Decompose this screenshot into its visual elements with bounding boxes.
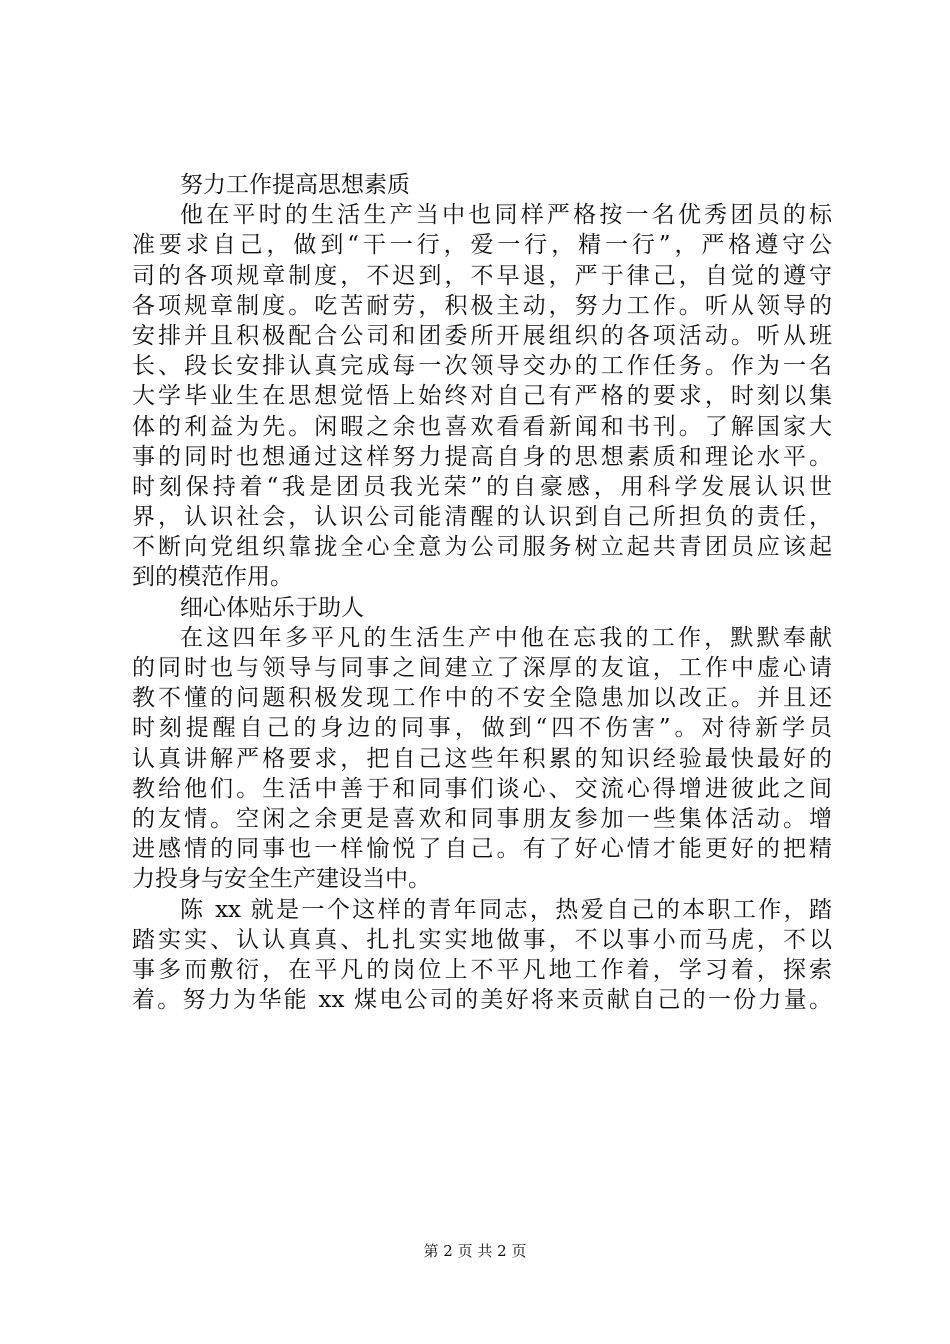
- page-footer: 第 2 页 共 2 页: [423, 1242, 527, 1260]
- paragraph-line: 认真讲解严格要求，把自己这些年积累的知识经验最快最好的: [132, 745, 832, 772]
- paragraph-line: 体的利益为先。闲暇之余也喜欢看看新闻和书刊。了解国家大: [132, 413, 832, 440]
- section-paragraph: [132, 623, 832, 895]
- paragraph-line: 在这四年多平凡的生活生产中他在忘我的工作，默默奉献: [180, 624, 832, 651]
- paragraph-line: 的友情。空闲之余更是喜欢和同事朋友参加一些集体活动。增: [132, 805, 832, 832]
- paragraph-line: 各项规章制度。吃苦耐劳，积极主动，努力工作。听从领导的: [132, 292, 832, 319]
- paragraph-line: 界，认识社会，认识公司能清醒的认识到自己所担负的责任，: [132, 504, 832, 531]
- paragraph-line: 踏实实、认认真真、扎扎实实地做事，不以事小而马虎，不以: [132, 926, 832, 953]
- paragraph-line: 的同时也与领导与同事之间建立了深厚的友谊，工作中虚心请: [132, 655, 832, 681]
- paragraph-line: 到的模范作用。: [132, 564, 293, 591]
- paragraph-line: 进感情的同事也一样愉悦了自己。有了好心情才能更好的把精: [132, 836, 832, 863]
- closing-paragraph: [132, 895, 832, 1016]
- paragraph-line: 事多而敷衍，在平凡的岗位上不平凡地工作着，学习着，探索: [132, 956, 832, 983]
- paragraph-line: 力投身与安全生产建设当中。: [132, 866, 431, 893]
- paragraph-line: 事的同时也想通过这样努力提高自身的思想素质和理论水平。: [132, 443, 832, 470]
- paragraph-line: 安排并且积极配合公司和团委所开展组织的各项活动。听从班: [132, 322, 832, 349]
- section-paragraph: [132, 200, 832, 592]
- paragraph-line: 陈 xx 就是一个这样的青年同志，热爱自己的本职工作，踏: [180, 896, 832, 923]
- paragraph-line: 不断向党组织靠拢全心全意为公司服务树立起共青团员应该起: [132, 534, 832, 561]
- paragraph-line: 大学毕业生在思想觉悟上始终对自己有严格的要求，时刻以集: [132, 383, 832, 410]
- section-heading: 努力工作提高思想素质: [180, 172, 410, 198]
- paragraph-line: 时刻提醒自己的身边的同事，做到“四不伤害”。对待新学员: [132, 715, 832, 742]
- paragraph-line: 着。努力为华能 xx 煤电公司的美好将来贡献自己的一份力量。: [132, 987, 832, 1014]
- paragraph-line: 教给他们。生活中善于和同事们谈心、交流心得增进彼此之间: [132, 775, 832, 802]
- section-heading: 细心体贴乐于助人: [180, 594, 364, 621]
- paragraph-line: 教不懂的问题积极发现工作中的不安全隐患加以改正。并且还: [132, 685, 832, 712]
- document-body: [132, 170, 832, 1015]
- paragraph-line: 他在平时的生活生产当中也同样严格按一名优秀团员的标: [180, 202, 832, 229]
- section-2: [132, 593, 832, 895]
- paragraph-line: 司的各项规章制度，不迟到，不早退，严于律己，自觉的遵守: [132, 262, 832, 289]
- paragraph-line: 时刻保持着“我是团员我光荣”的自豪感，用科学发展认识世: [132, 473, 832, 500]
- paragraph-line: 长、段长安排认真完成每一次领导交办的工作任务。作为一名: [132, 353, 832, 380]
- section-1: [132, 170, 832, 593]
- paragraph-line: 准要求自己，做到“干一行，爱一行，精一行”，严格遵守公: [132, 232, 832, 259]
